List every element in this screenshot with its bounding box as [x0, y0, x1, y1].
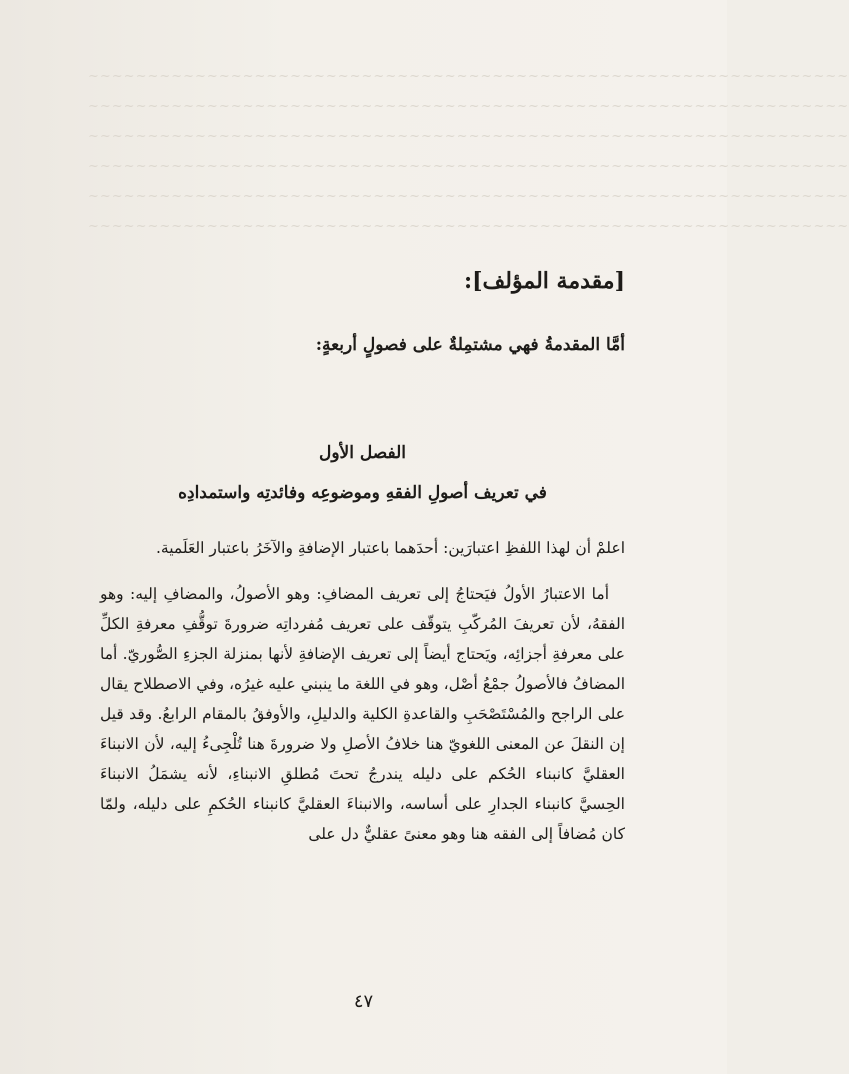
- page-number: ٤٧: [353, 991, 374, 1012]
- intro-statement: أمَّا المقدمةُ فهي مشتمِلةٌ على فصولٍ أربعةٍ:: [315, 335, 625, 355]
- chapter-subtitle: في تعريف أصولِ الفقهِ وموضوعِه وفائدتِه واستمدادِه: [178, 483, 547, 503]
- chapter-title: الفصل الأول: [318, 443, 407, 463]
- section-heading: [مقدمة المؤلف]:: [463, 268, 625, 294]
- paragraph: أما الاعتبارُ الأولُ فيَحتاجُ إلى تعريف المضافِ: وهو الأصولُ، والمضافِ إليه: وهو الفقهُ، لأن تعريفَ المُركّبِ يتوقّف على تعريف مُفرداتِه ضرورةَ توقُّفِ معرفةِ الكلِّ على معرفةِ أجزائِه، ويَحتاج أيضاً إلى تعريف الإضافةِ لأنها بمنزلة الجزءِ الصُّوريّ. أما المضافُ فالأصولُ جمْعُ أصْل، وهو في اللغة ما ينبني عليه غيرُه، وفي الاصطلاح يقال على الراجح والمُسْتَصْحَبِ والقاعدةِ الكلية والدليلِ، والأوفقُ بالمقام الرابعُ. وقد قيل إن النقلَ عن المعنى اللغويّ هنا خلافُ الأصلِ ولا ضرورةَ هنا تُلْجِىءُ إليه، لأن الانبناءَ العقليَّ كانبناء الحُكم على دليله يندرجُ تحتَ مُطلقِ الانبناءِ، لأنه يشمَلُ الانبناءَ الحِسيَّ كانبناء الجدارِ على أساسه، والانبناءَ العقليَّ كانبناء الحُكمِ على دليله، ولمّا كان مُضافاً إلى الفقه هنا وهو معنىً عقليٌّ دل على: [100, 585, 625, 843]
- bleed-through-text: ~~~~~~~~~~~~~~~~~~~~~~~~~~~~~~~~~~~~~~~~~~~~~~~~~~~~~~~~~~~~~~~~ ~~~~~~~~~~~~~~~~~~~~~~~~~~~~~~~~~~~~~~~~~~~~~~~~~~~~~~~~~~~~~~~~ ~~~~~~~~~~~~~~~~~~~~~~~~~~~~~~~~~~~~~~~~~~~~~~~~~~~~~~~~~~~~~~~~ ~~~~~~~~~~~~~~~~~~~~~~~~~~~~~~~~~~~~~~~~~~~~~~~~~~~~~~~~~~~~~~~~ ~~~~~~~~~~~~~~~~~~~~~~~~~~~~~~~~~~~~~~~~~~~~~~~~~~~~~~~~~~~~~~~~ ~~~~~~~~~~~~~~~~~~~~~~~~~~~~~~~~~~~~~~~~~~~~~~~~~~~~~~~~~~~~~~~~: [88, 69, 849, 234]
- page-content: [100, 255, 625, 849]
- paragraph: اعلمْ أن لهذا اللفظِ اعتبارَين: أحدَهما باعتبار الإضافةِ والآخَرُ باعتبار العَلَمية.: [155, 539, 625, 557]
